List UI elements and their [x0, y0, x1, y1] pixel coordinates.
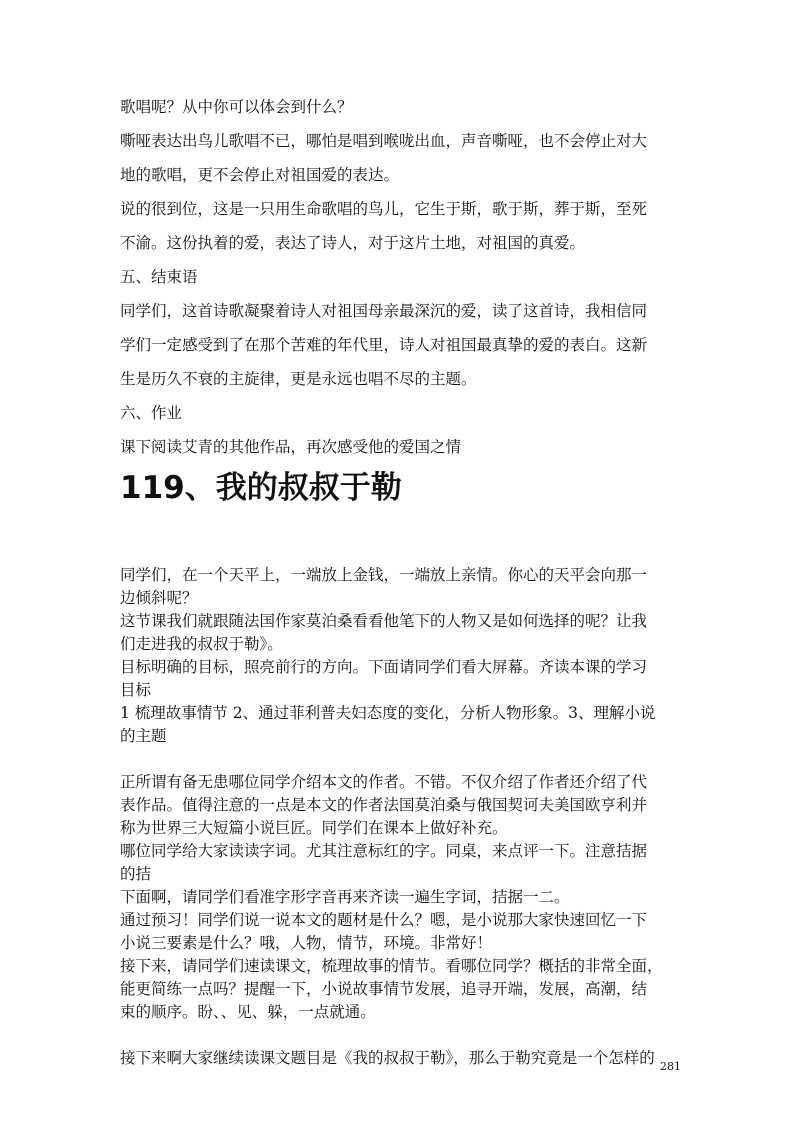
paragraph-line: 目标明确的目标，照亮前行的方向。下面请同学们看大屏幕。齐读本课的学习: [120, 658, 648, 676]
paragraph-line: 哪位同学给大家读读字词。尤其注意标红的字。同桌，来点评一下。注意拮据: [120, 842, 648, 860]
lesson-body-section: [120, 564, 690, 1070]
paragraph-line: 接下来啊大家继续读课文题目是《我的叔叔于勒》，那么于勒究竟是一个怎样的: [120, 1049, 655, 1067]
paragraph-line: 说的很到位，这是一只用生命歌唱的鸟儿，它生于斯，歌于斯，葬于斯，至死: [120, 200, 648, 218]
paragraph-line: 通过预习！同学们说一说本文的题材是什么？嗯，是小说那大家快速回忆一下: [120, 911, 648, 929]
chapter-title: 119、我的叔叔于勒: [120, 470, 402, 506]
paragraph-line: 不渝。这份执着的爱，表达了诗人，对于这片土地，对祖国的真爱。: [120, 234, 586, 252]
section-heading-homework: 六、作业: [120, 404, 183, 422]
page-number: 281: [660, 1060, 681, 1073]
paragraph-line: 称为世界三大短篇小说巨匠。同学们在课本上做好补充。: [120, 819, 508, 837]
paragraph-line: 边倾斜呢？: [120, 589, 198, 607]
paragraph-line: 学们一定感受到了在那个苦难的年代里，诗人对祖国最真挚的爱的表白。这新: [120, 336, 648, 354]
paragraph-line: 嘶哑表达出鸟儿歌唱不已，哪怕是唱到喉咙出血，声音嘶哑，也不会停止对大: [120, 132, 648, 150]
paragraph-line: 接下来，请同学们速读课文，梳理故事的情节。看哪位同学？概括的非常全面，: [120, 957, 663, 975]
paragraph-line: 歌唱呢？从中你可以体会到什么？: [120, 98, 353, 116]
paragraph-line: 这节课我们就跟随法国作家莫泊桑看看他笔下的人物又是如何选择的呢？让我: [120, 612, 648, 630]
section-heading-conclusion: 五、结束语: [120, 268, 198, 286]
paragraph-line: 的拮: [120, 865, 152, 883]
paragraph-line: 同学们，在一个天平上，一端放上金钱，一端放上亲情。你心的天平会向那一: [120, 566, 648, 584]
paragraph-line: 地的歌唱，更不会停止对祖国爱的表达。: [120, 166, 400, 184]
paragraph-line: 的主题: [120, 727, 167, 745]
paragraph-line: 目标: [120, 681, 152, 699]
paragraph-line: 课下阅读艾青的其他作品，再次感受他的爱国之情: [120, 438, 462, 456]
paragraph-line: 正所谓有备无患哪位同学介绍本文的作者。不错。不仅介绍了作者还介绍了代: [120, 773, 648, 791]
paragraph-line: 们走进我的叔叔于勒》。: [120, 635, 283, 653]
paragraph-line: 能更简练一点吗？提醒一下，小说故事情节发展，追寻开端，发展，高潮，结: [120, 980, 648, 998]
paragraph-line: 小说三要素是什么？哦，人物，情节，环境。非常好！: [120, 934, 493, 952]
paragraph-line: 同学们，这首诗歌凝聚着诗人对祖国母亲最深沉的爱，读了这首诗，我相信同: [120, 302, 648, 320]
paragraph-line: 表作品。值得注意的一点是本文的作者法国莫泊桑与俄国契诃夫美国欧亨利并: [120, 796, 648, 814]
paragraph-line: 生是历久不衰的主旋律，更是永远也唱不尽的主题。: [120, 370, 477, 388]
paragraph-line: 束的顺序。盼、、见、躲，一点就通。: [120, 1003, 376, 1021]
paragraph-line: 下面啊，请同学们看准字形字音再来齐读一遍生字词，拮据一二。: [120, 888, 570, 906]
lesson-ending-section: [120, 90, 690, 464]
paragraph-line: 1 梳理故事情节 2、通过菲利普夫妇态度的变化，分析人物形象。3、理解小说: [120, 704, 656, 722]
